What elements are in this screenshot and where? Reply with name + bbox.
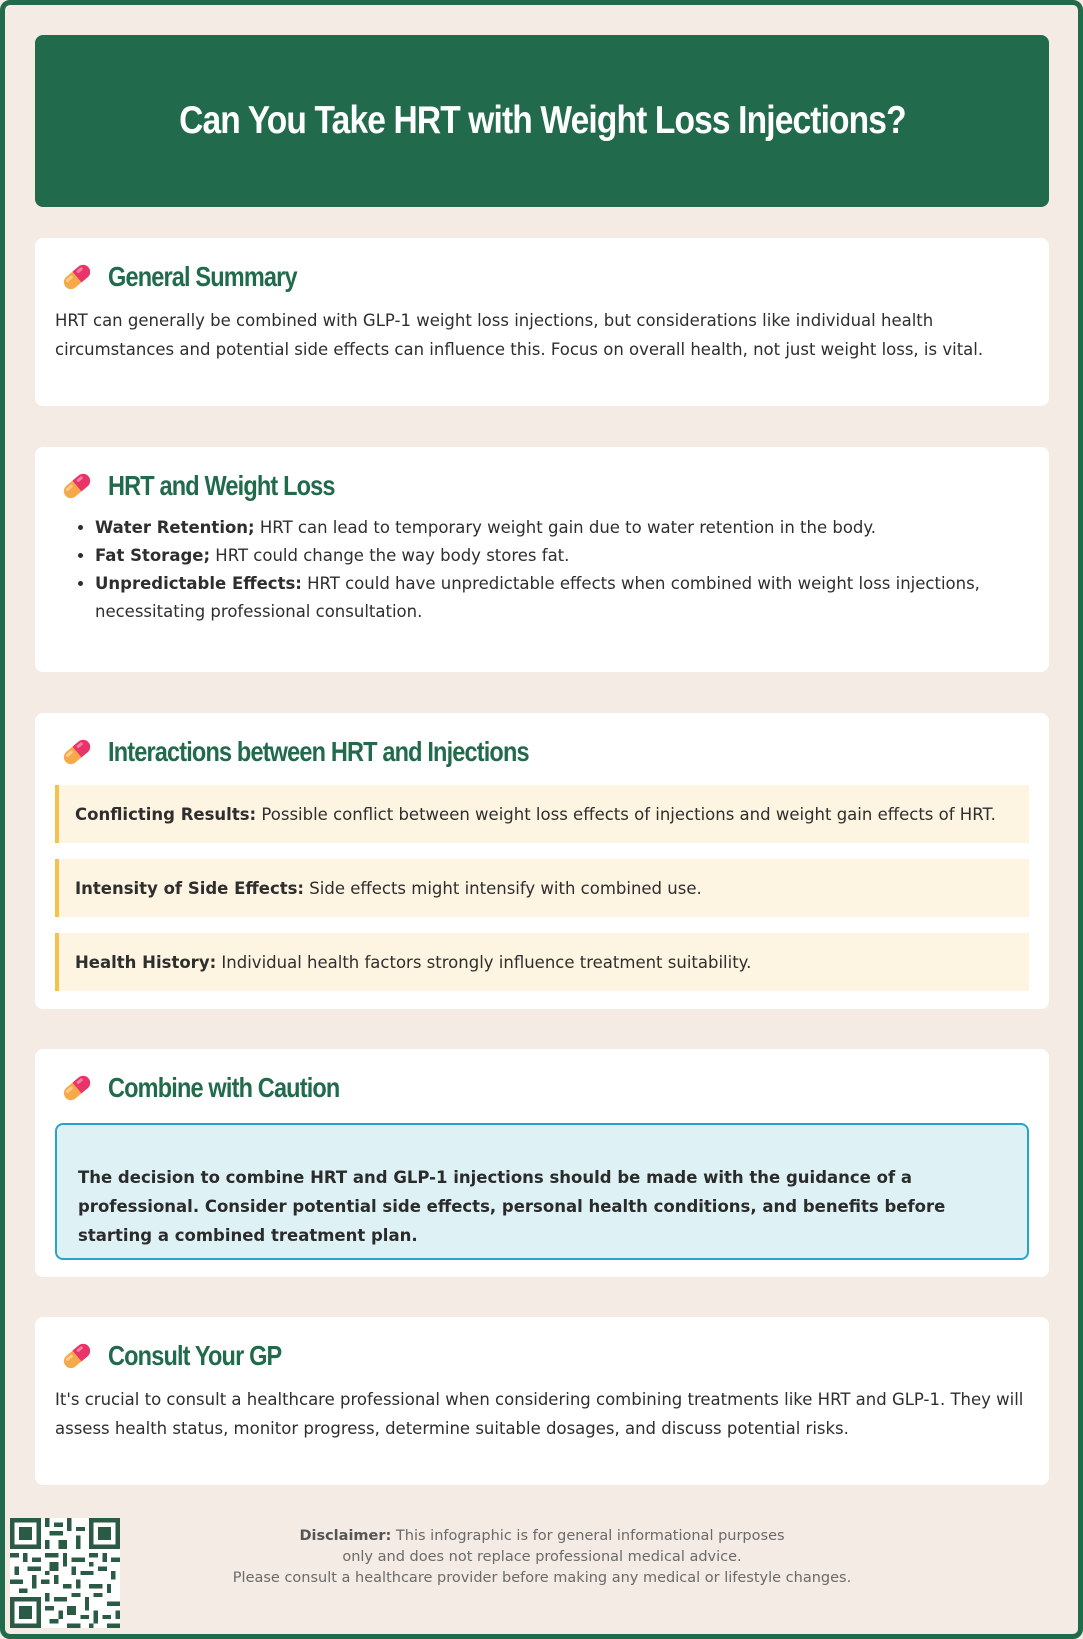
card-header <box>60 260 1029 294</box>
caution-callout: The decision to combine HRT and GLP-1 injections should be made with the guidance of a professional. Consider potential side effects, personal health conditions, and benefits before starting a combined treatment plan. <box>55 1123 1029 1260</box>
page-title: Can You Take HRT with Weight Loss Injections? <box>178 99 906 142</box>
pill-icon <box>60 469 94 503</box>
item-label: Water Retention; <box>95 518 255 537</box>
disclaimer-label: Disclaimer: <box>299 1528 392 1544</box>
disclaimer <box>150 1526 934 1589</box>
consult-text: It's crucial to consult a healthcare professional when considering combining treatments like HRT and GLP-1. They will assess health status, monitor progress, determine suitable dosages, and discuss potential risks. <box>55 1390 1024 1438</box>
disclaimer-line: only and does not replace professional medical advice. <box>342 1549 742 1565</box>
note-conflicting-results <box>55 785 1029 843</box>
list-item <box>95 514 1029 542</box>
bullet-list <box>55 514 1029 626</box>
note-text: Possible conflict between weight loss effects of injections and weight gain effects of HRT. <box>256 804 996 824</box>
pill-icon <box>60 735 94 769</box>
disclaimer-text: This infographic is for general informational purposes <box>391 1528 785 1544</box>
disclaimer-line: Please consult a healthcare provider before making any medical or lifestyle changes. <box>232 1570 852 1586</box>
card-header <box>60 735 1029 769</box>
section-heading: Consult Your GP <box>108 1340 282 1371</box>
title-banner <box>35 35 1049 207</box>
section-heading: Interactions between HRT and Injections <box>108 736 529 767</box>
card-header <box>60 1339 1029 1373</box>
card-interactions <box>35 713 1049 1009</box>
note-label: Conflicting Results: <box>75 804 257 824</box>
list-item <box>95 570 1029 626</box>
card-consult-gp <box>35 1317 1049 1485</box>
summary-text: HRT can generally be combined with GLP-1 weight loss injections, but considerations like individual health circumstances and potential side effects can influence this. Focus on overall health, not just weight loss, is vital. <box>55 311 984 359</box>
note-side-effects <box>55 859 1029 917</box>
disclaimer-line <box>150 1526 934 1547</box>
note-label: Intensity of Side Effects: <box>75 878 305 898</box>
card-header <box>60 1071 1029 1105</box>
section-heading: HRT and Weight Loss <box>108 470 335 501</box>
card-combine-caution <box>35 1049 1049 1277</box>
section-heading: Combine with Caution <box>108 1072 340 1103</box>
card-header <box>60 469 1029 503</box>
note-health-history <box>55 933 1029 991</box>
pill-icon <box>60 1339 94 1373</box>
pill-icon <box>60 1071 94 1105</box>
item-text: HRT could have unpredictable effects when combined with weight loss injections, necessitating professional consultation. <box>95 574 980 621</box>
pill-icon <box>60 260 94 294</box>
list-item <box>95 542 1029 570</box>
card-hrt-weight-loss <box>35 447 1049 672</box>
item-label: Fat Storage; <box>95 546 211 565</box>
item-text: HRT can lead to temporary weight gain due to water retention in the body. <box>254 518 877 537</box>
section-heading: General Summary <box>108 261 297 292</box>
notes-list <box>55 785 1029 991</box>
note-text: Individual health factors strongly influence treatment suitability. <box>216 952 752 972</box>
note-label: Health History: <box>75 952 217 972</box>
item-text: HRT could change the way body stores fat. <box>210 546 570 565</box>
card-general-summary <box>35 238 1049 406</box>
note-text: Side effects might intensify with combined use. <box>304 878 702 898</box>
qr-code-icon[interactable] <box>10 1518 120 1628</box>
item-label: Unpredictable Effects: <box>95 574 302 593</box>
